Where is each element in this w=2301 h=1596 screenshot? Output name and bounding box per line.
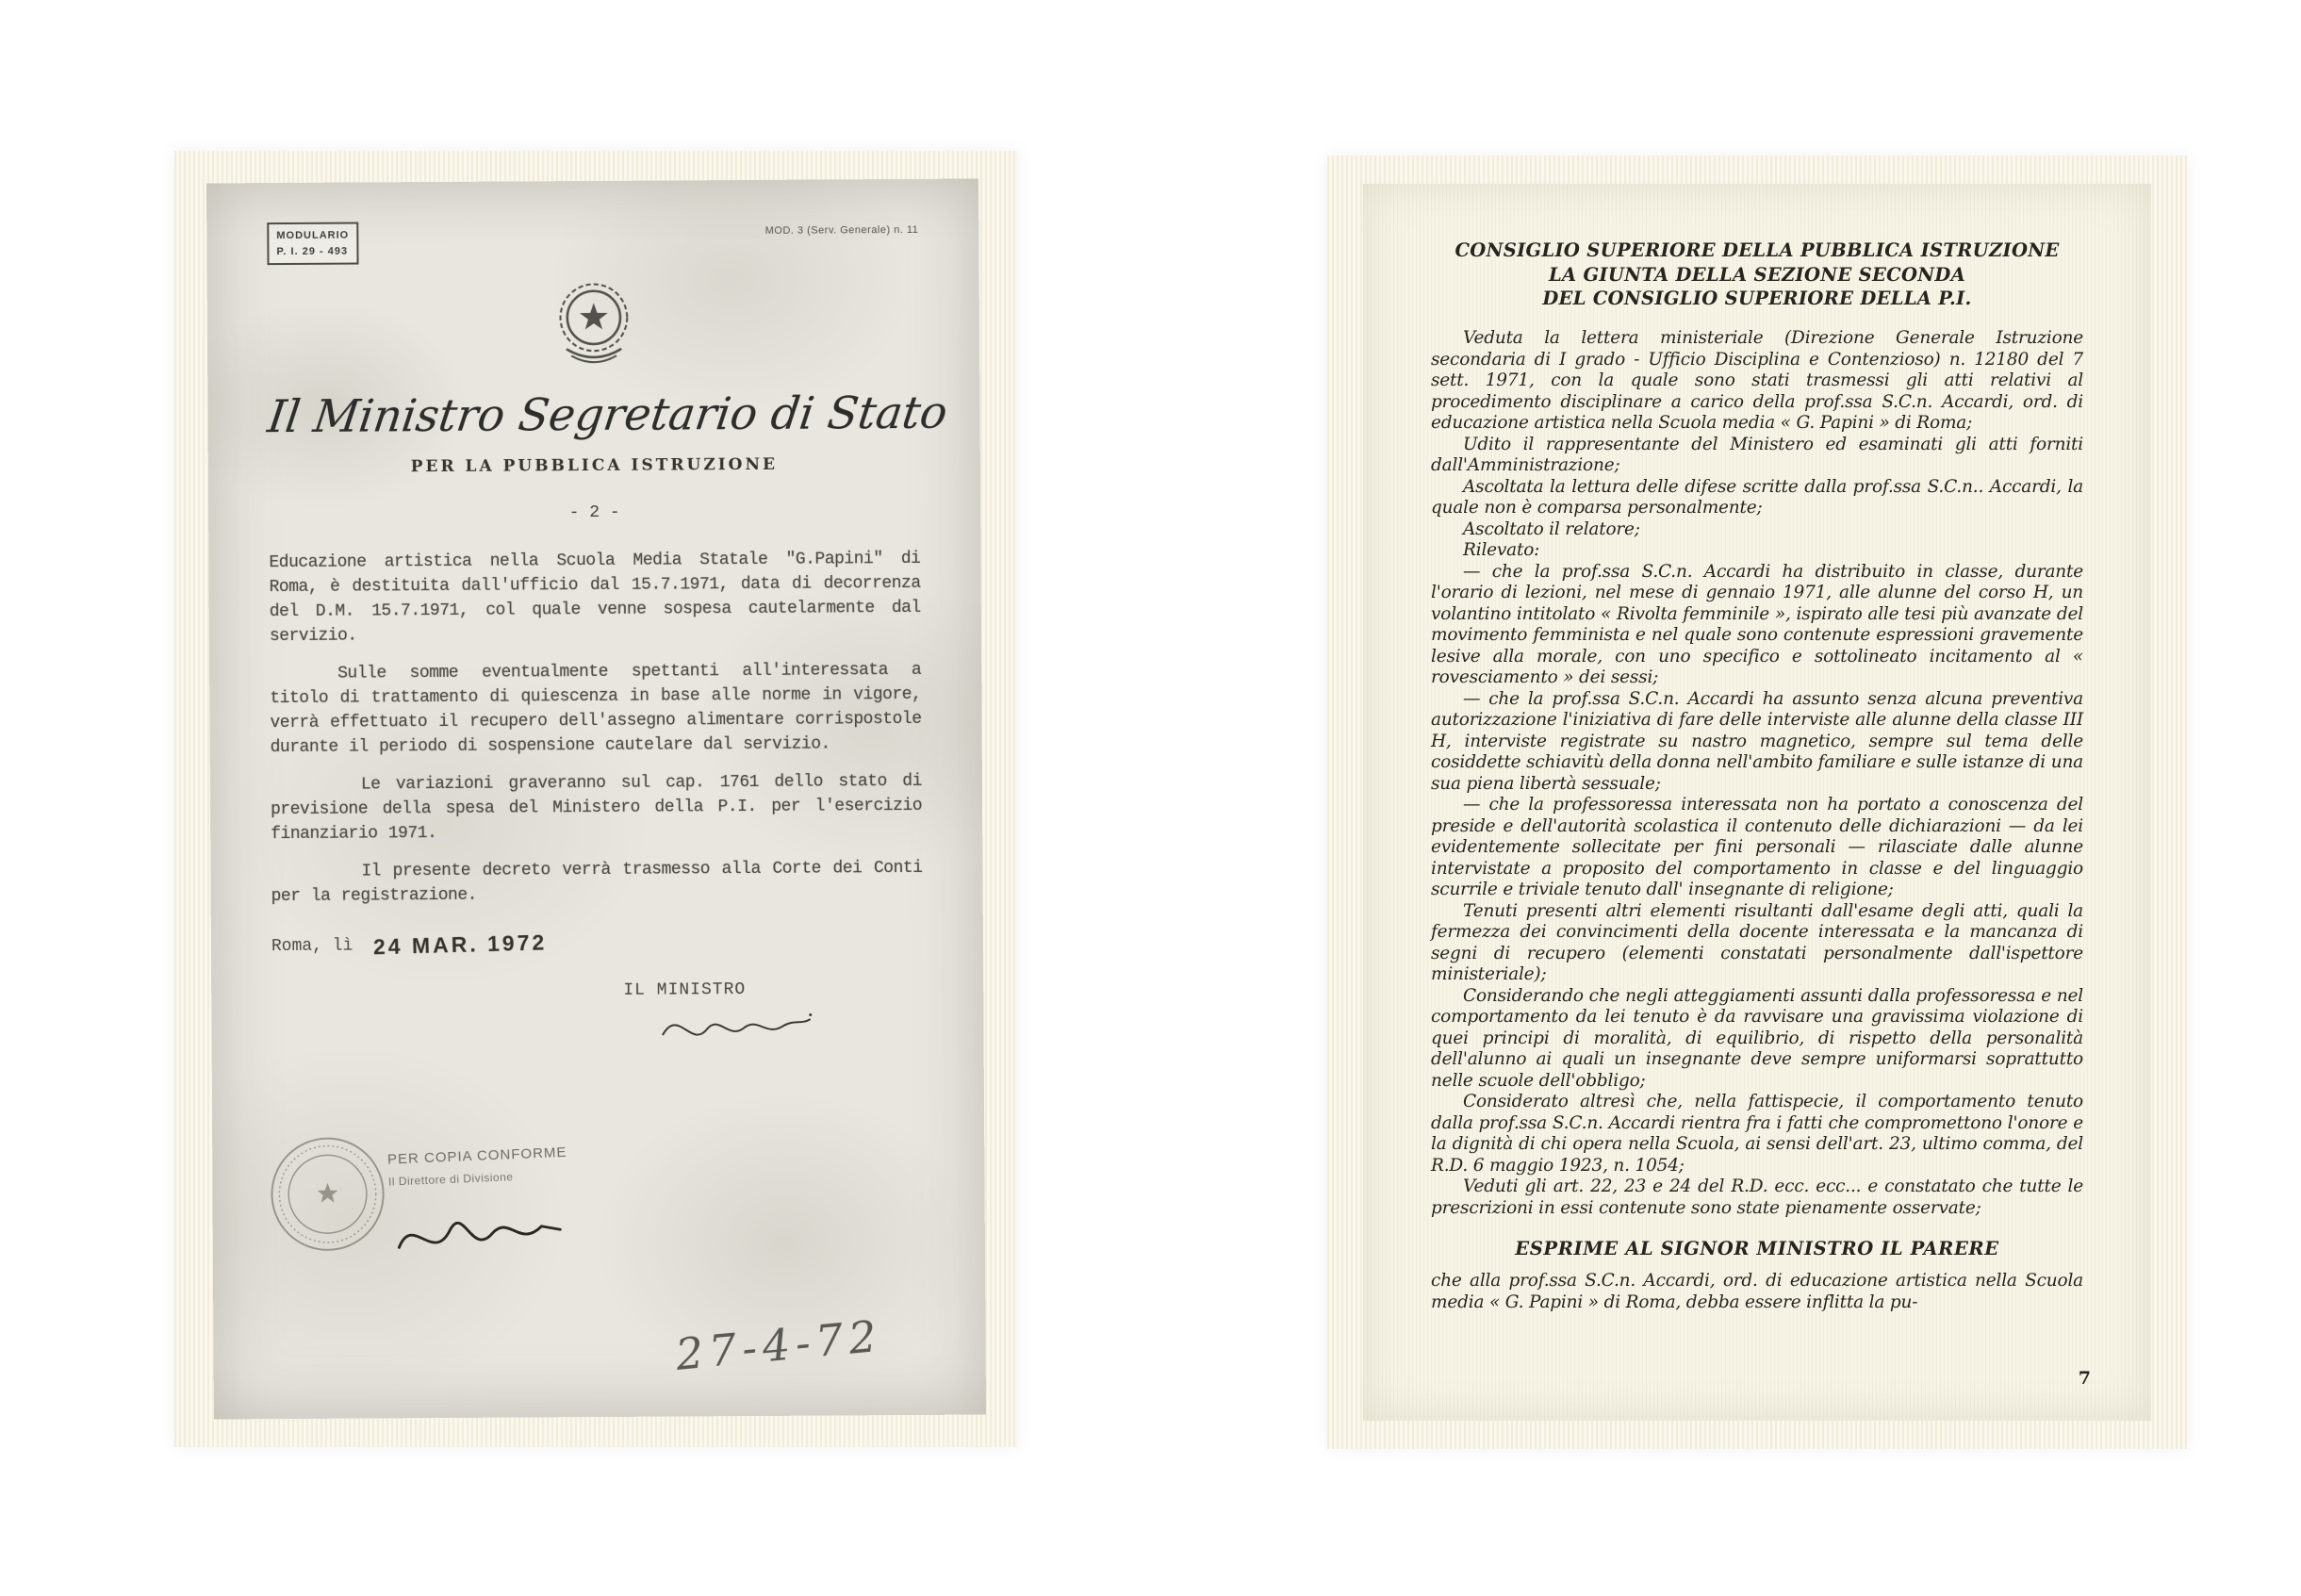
opinion-paragraph: — che la professoressa interessata non ha portato a conoscenza del preside e dell'autorità scolastica il contenuto delle dichiarazioni — da lei evidentemente sollecitate per fini personali — rilasciate dalle alunne intervistate a proposito del comportamento in classe e del linguaggio scurrile e triviale tenuto dall' insegnante di religione;	[1431, 795, 2083, 900]
modulario-line2: P. I. 29 - 493	[276, 245, 349, 257]
director-signature-icon	[381, 1204, 579, 1276]
minister-label: IL MINISTRO	[623, 980, 747, 1000]
opinion-paragraph: Veduti gli art. 22, 23 e 24 del R.D. ecc. ecc... e constatato che tutte le prescrizioni in essi contenute sono state pienamente osservate;	[1431, 1176, 2083, 1218]
right-page	[1363, 184, 2151, 1421]
opinion-paragraph: Ascoltata la lettura delle difese scritte dalla prof.ssa S.C.n.. Accardi, la quale non è comparsa personalmente;	[1431, 476, 2083, 518]
right-page-scan-area	[1327, 156, 2187, 1449]
date-row	[271, 930, 923, 959]
council-title-line: CONSIGLIO SUPERIORE DELLA PUBBLICA ISTRUZIONE	[1455, 239, 2060, 261]
minister-block	[623, 979, 923, 1061]
opinion-paragraph: Tenuti presenti altri elementi risultanti dall'esame degli atti, quali la fermezza dei convincimenti della docente interessata e la mancanza di segni di recupero (elementi constatati personalmente dall'ispettore ministeriale);	[1431, 900, 2083, 985]
opinion-paragraph: Considerando che negli atteggiamenti assunti dalla professoressa e nel comportamento da lei tenuto è da ravvisare una gravissima violazione di quei principi di moralità, di equilibrio, di rispetto della personalità dell'alunno ai quali un insegnante deve sempre uniformarsi soprattutto nelle scuole dell'obbligo;	[1431, 985, 2083, 1091]
round-stamp-icon	[267, 1133, 388, 1259]
date-stamp: 24 MAR. 1972	[373, 930, 548, 960]
letterhead-subtitle: PER LA PUBBLICA ISTRUZIONE	[410, 454, 779, 477]
opinion-paragraph: — che la prof.ssa S.C.n. Accardi ha assunto senza alcuna preventiva autorizzazione l'iniziativa di fare delle interviste alle alunne della classe III H, interviste registrate su nastro magnetico, sempre sul tema delle cosiddette schiavitù della donna nell'ambito familiare e sulle istanze di una sua piena libertà sessuale;	[1431, 688, 2083, 794]
left-page-scan-area	[174, 151, 1018, 1447]
page-number: 7	[2078, 1368, 2091, 1389]
handwritten-date: 27-4-72	[673, 1309, 884, 1380]
modulario-line1: MODULARIO	[276, 229, 350, 242]
copy-conforme-note	[387, 1141, 568, 1192]
left-page-header	[267, 219, 918, 265]
certification-stamp-group	[267, 1122, 720, 1332]
director-title-label: Il Direttore di Divisione	[387, 1169, 514, 1189]
opinion-paragraph: Udito il rappresentante del Ministero ed esaminati gli atti forniti dall'Amministrazione;	[1431, 434, 2083, 476]
decree-paragraph: Educazione artistica nella Scuola Media Statale "G.Papini" di Roma, è destituita dall'ufficio dal 15.7.1971, data di decorrenza del D.M. 15.7.1971, col quale venne sospesa cautelarmente dal servizio.	[269, 549, 921, 647]
page-marker: - 2 -	[568, 502, 620, 523]
letterhead-script-title: Il Ministro Segretario di Stato	[264, 387, 951, 444]
opinion-paragraph: — che la prof.ssa S.C.n. Accardi ha distribuito in classe, durante l'orario di lezioni, nel mese di gennaio 1971, alle alunne del corso H, un volantino intitolato « Rivolta femminile », ispirato alle tesi più avanzate del movimento femminista e nel quale sono contenute espressioni gravemente lesive alla morale, con uno specifico e sottolineato incitamento al « rovesciamento » dei sessi;	[1431, 561, 2083, 688]
council-title-line: LA GIUNTA DELLA SEZIONE SECONDA	[1548, 263, 1966, 286]
opinion-paragraph: Considerato altresì che, nella fattispecie, il comportamento tenuto dalla prof.ssa S.C.n. Accardi rientra fra i fatti che compromettono l'onore e la dignità di chi opera nella Scuola, ai sensi dell'art. 23, ultimo comma, del R.D. 6 maggio 1923, n. 1054;	[1431, 1092, 2083, 1176]
decree-paragraph: Il presente decreto verrà trasmesso alla Corte dei Conti per la registrazione.	[271, 858, 923, 907]
place-line: Roma, lì	[271, 936, 353, 956]
council-title-line: DEL CONSIGLIO SUPERIORE DELLA P.I.	[1542, 288, 1972, 310]
opinion-paragraph: Rilevato:	[1463, 540, 1540, 561]
modulario-box	[267, 222, 358, 266]
parere-heading: ESPRIME AL SIGNOR MINISTRO IL PARERE	[1515, 1238, 1999, 1260]
opinion-paragraph: Veduta la lettera ministeriale (Direzione Generale Istruzione secondaria di I grado - Ufficio Disciplina e Contenzioso) n. 12180 del 7 sett. 1971, con la quale sono stati trasmessi gli atti relativi al procedimento disciplinare a carico della prof.ssa S.C.n. Accardi, ord. di educazione artistica nella Scuola media « G. Papini » di Roma;	[1431, 328, 2083, 434]
decree-paragraph: Le variazioni graveranno sul cap. 1761 dello stato di previsione della spesa del Ministero della P.I. per l'esercizio finanziario 1971.	[271, 771, 923, 845]
decree-paragraph: Sulle somme eventualmente spettanti all'interessata a titolo di trattamento di quiescenza in base alle norme in vigore, verrà effettuato il recupero dell'assegno alimentare corrispostole durante il periodo di sospensione cautelare dal servizio.	[270, 660, 922, 758]
copy-conforme-label: PER COPIA CONFORME	[386, 1144, 567, 1168]
minister-signature-icon	[640, 1000, 923, 1061]
state-emblem-icon	[268, 271, 920, 376]
closing-paragraph: che alla prof.ssa S.C.n. Accardi, ord. di educazione artistica nella Scuola media « G. Papini » di Roma, debba essere inflitta la pu-	[1431, 1271, 2083, 1312]
council-title	[1431, 239, 2083, 311]
opinion-paragraph: Ascoltato il relatore;	[1463, 518, 1640, 539]
form-number-note: MOD. 3 (Serv. Generale) n. 11	[764, 223, 919, 237]
left-page	[206, 179, 986, 1420]
decree-body	[269, 547, 922, 909]
